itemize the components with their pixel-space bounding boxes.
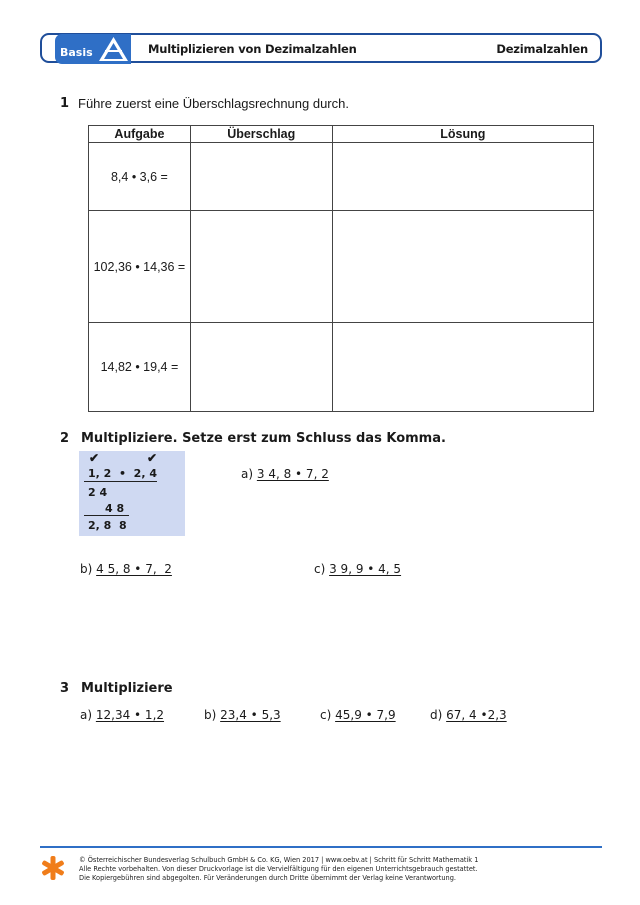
task-3c [320, 708, 396, 722]
example-line: 1, 2 • 2, 4 [88, 467, 157, 480]
exercise-3-number: 3 [60, 681, 70, 696]
estimation-table [88, 125, 594, 412]
task-label: d) [430, 708, 443, 722]
footer-rule [40, 846, 602, 848]
task-label: a) [80, 708, 93, 722]
underline-rule [84, 515, 129, 516]
triangle-logo-icon [97, 35, 130, 63]
table-row [89, 323, 594, 412]
solution-cell[interactable] [332, 323, 593, 412]
footer-line: Die Kopiergebühren sind abgegolten. Für Veränderungen durch Dritte übernimmt der Verlag keine Verantwortung. [79, 874, 456, 882]
publisher-star-icon [40, 855, 66, 881]
task-2a [241, 467, 329, 481]
task-label: b) [204, 708, 217, 722]
task-3b [204, 708, 281, 722]
footer-line: Alle Rechte vorbehalten. Von dieser Druckvorlage ist die Vervielfältigung für den eigenen Unterrichtsgebrauch gestattet. [79, 865, 478, 873]
example-line: 2 4 [88, 486, 108, 499]
estimate-cell[interactable] [190, 143, 332, 211]
task-expression: 4 5, 8 • 7, 2 [96, 562, 172, 576]
task-expression: 45,9 • 7,9 [335, 708, 396, 722]
exercise-3-instruction: Multipliziere [81, 681, 173, 696]
task-cell: 102,36 • 14,36 = [89, 211, 191, 323]
estimate-cell[interactable] [190, 211, 332, 323]
task-label: b) [80, 562, 93, 576]
column-header: Lösung [332, 126, 593, 143]
example-line: 2, 8 8 [88, 519, 127, 532]
footer-line: © Österreichischer Bundesverlag Schulbuch GmbH & Co. KG, Wien 2017 | www.oebv.at | Schritt für Schritt Mathematik 1 [79, 856, 479, 864]
task-3a [80, 708, 164, 722]
column-header: Überschlag [190, 126, 332, 143]
table-row [89, 211, 594, 323]
estimate-cell[interactable] [190, 323, 332, 412]
task-cell: 8,4 • 3,6 = [89, 143, 191, 211]
task-label: a) [241, 467, 254, 481]
check-mark-icon: ✔ [147, 451, 158, 465]
task-expression: 12,34 • 1,2 [95, 708, 165, 722]
footer-copyright [79, 856, 478, 883]
exercise-2-instruction: Multipliziere. Setze erst zum Schluss das Komma. [81, 431, 446, 446]
exercise-1-number: 1 [60, 96, 70, 111]
worked-example [79, 451, 185, 536]
task-expression: 23,4 • 5,3 [220, 708, 281, 722]
task-label: c) [314, 562, 326, 576]
solution-cell[interactable] [332, 211, 593, 323]
task-3d [430, 708, 507, 722]
exercise-1-instruction: Führe zuerst eine Überschlagsrechnung durch. [78, 96, 349, 111]
task-expression: 67, 4 •2,3 [446, 708, 507, 722]
page-title: Multiplizieren von Dezimalzahlen [148, 42, 357, 56]
example-line: 4 8 [105, 502, 125, 515]
underline-rule [84, 481, 157, 482]
task-expression: 3 4, 8 • 7, 2 [256, 467, 329, 481]
task-2c [314, 562, 401, 576]
solution-cell[interactable] [332, 143, 593, 211]
column-header: Aufgabe [89, 126, 191, 143]
task-2b [80, 562, 172, 576]
table-row [89, 143, 594, 211]
task-cell: 14,82 • 19,4 = [89, 323, 191, 412]
logo-label: Basis [60, 46, 93, 59]
basis-logo [55, 34, 131, 64]
table-header-row [89, 126, 594, 143]
check-mark-icon: ✔ [89, 451, 100, 465]
exercise-2-number: 2 [60, 431, 70, 446]
topic-label: Dezimalzahlen [496, 42, 588, 56]
task-expression: 3 9, 9 • 4, 5 [329, 562, 402, 576]
task-label: c) [320, 708, 332, 722]
